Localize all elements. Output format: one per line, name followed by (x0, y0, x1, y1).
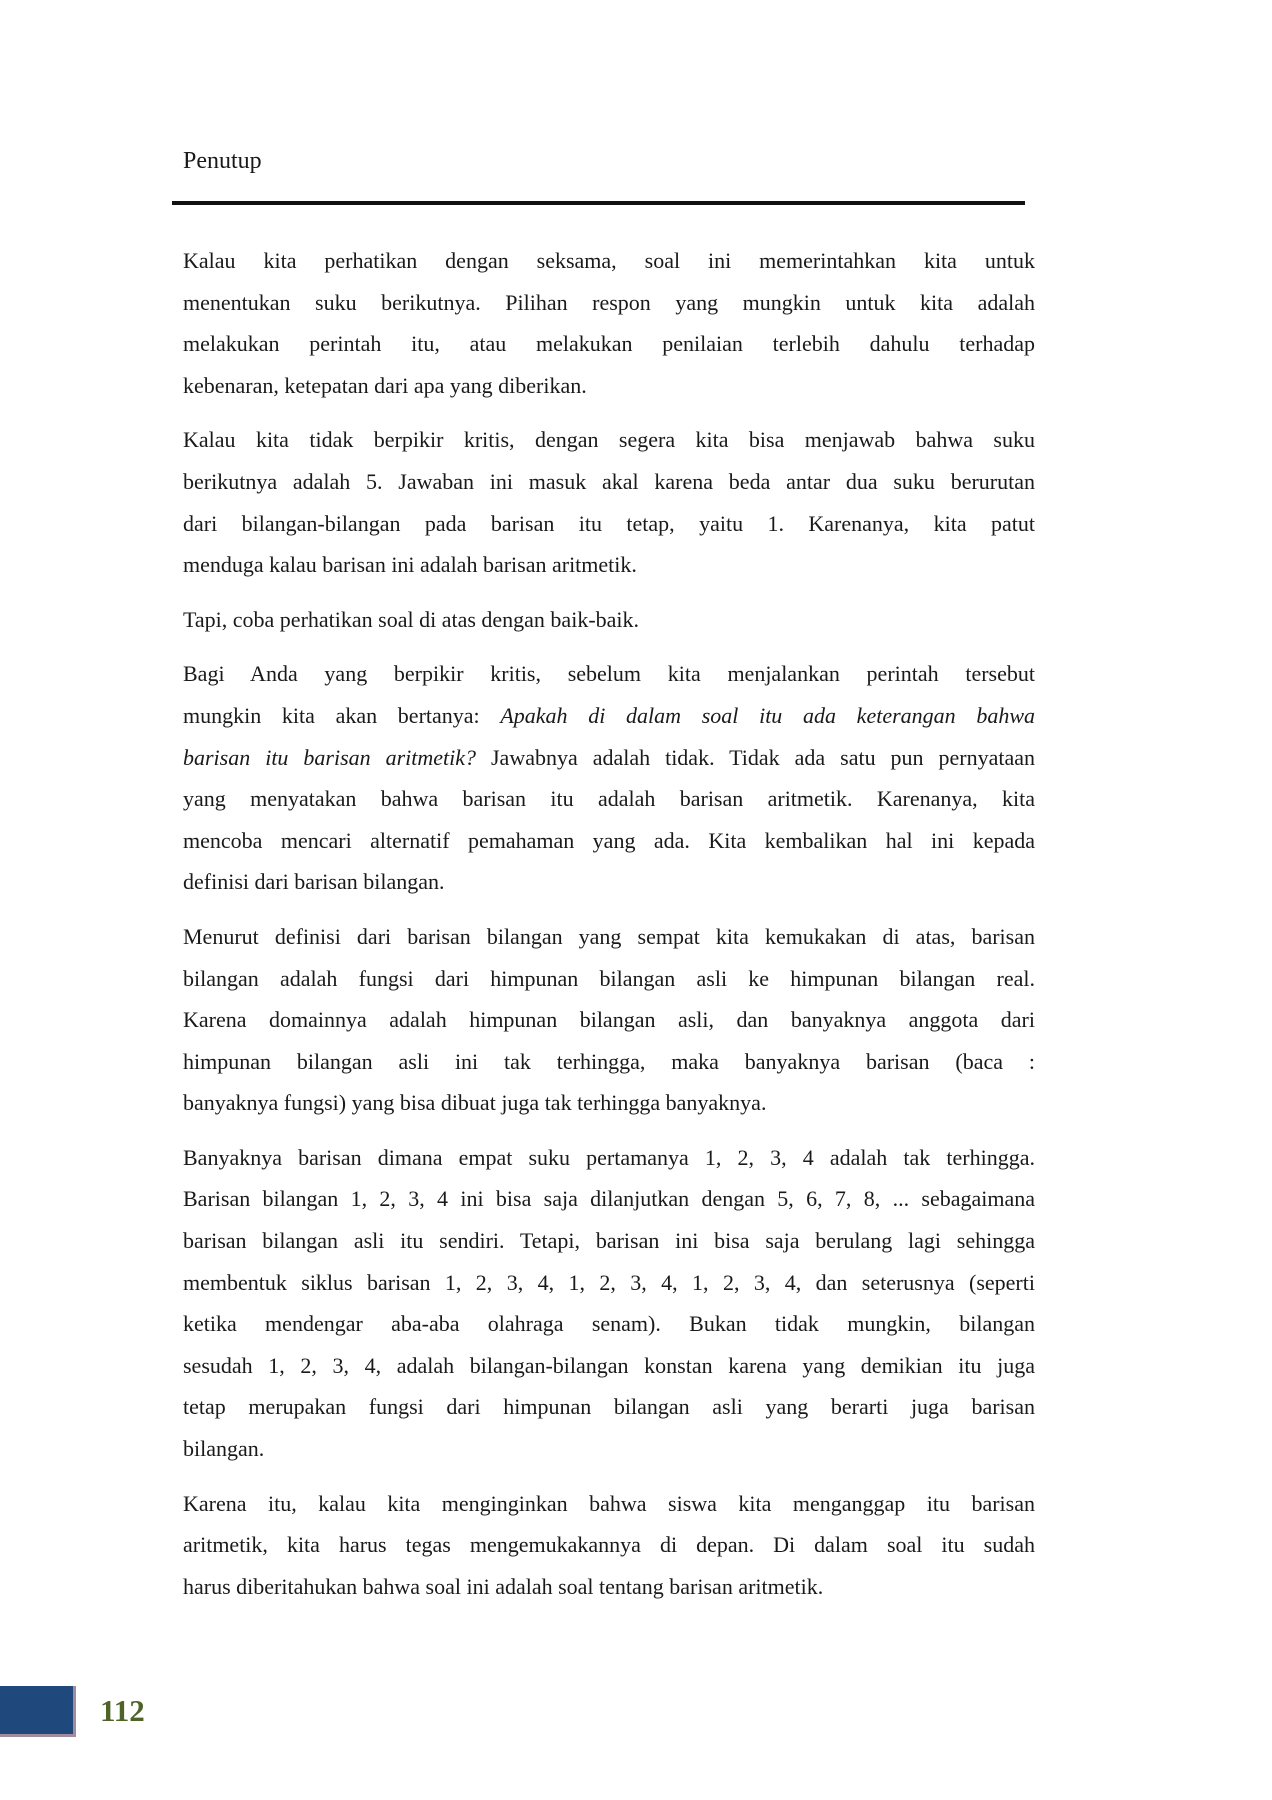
text-line (183, 861, 1035, 903)
paragraph (183, 240, 1035, 406)
text-line (183, 778, 1035, 820)
text-line (183, 503, 1035, 545)
text-line (183, 323, 1035, 365)
header-rule (172, 201, 1025, 205)
text-line (183, 916, 1035, 958)
text-segment: melakukan perintah itu, atau melakukan penilaian terlebih dahulu terhadap (183, 331, 1035, 357)
text-line (183, 599, 1035, 641)
text-segment: Kalau kita tidak berpikir kritis, dengan segera kita bisa menjawab bahwa suku (183, 427, 1035, 453)
text-segment: yang menyatakan bahwa barisan itu adalah barisan aritmetik. Karenanya, kita (183, 786, 1035, 812)
text-segment: mungkin kita akan bertanya: (183, 702, 501, 728)
text-line (183, 240, 1035, 282)
text-line (183, 1566, 1035, 1608)
text-segment: ketika mendengar aba-aba olahraga senam). Bukan tidak mungkin, bilangan (183, 1311, 1035, 1337)
text-line (183, 958, 1035, 1000)
text-line (183, 653, 1035, 695)
text-segment: Menurut definisi dari barisan bilangan yang sempat kita kemukakan di atas, barisan (183, 923, 1035, 949)
text-segment: bilangan. (183, 1436, 265, 1462)
text-segment: Tapi, coba perhatikan soal di atas dengan baik-baik. (183, 606, 640, 632)
text-segment: barisan bilangan asli itu sendiri. Tetapi, barisan ini bisa saja berulang lagi sehingga (183, 1228, 1035, 1254)
text-segment: aritmetik, kita harus tegas mengemukakannya di depan. Di dalam soal itu sudah (183, 1532, 1035, 1558)
text-segment: menduga kalau barisan ini adalah barisan aritmetik. (183, 552, 637, 578)
text-line (183, 737, 1035, 779)
paragraph (183, 599, 1035, 641)
text-line (183, 282, 1035, 324)
text-line (183, 1303, 1035, 1345)
text-segment: menentukan suku berikutnya. Pilihan respon yang mungkin untuk kita adalah (183, 289, 1035, 315)
text-line (183, 461, 1035, 503)
page-number: 112 (100, 1693, 145, 1728)
text-segment: Karena itu, kalau kita menginginkan bahwa siswa kita menganggap itu barisan (183, 1490, 1035, 1516)
italic-text: Apakah di dalam soal itu ada keterangan bahwa (500, 702, 1036, 728)
text-segment: Banyaknya barisan dimana empat suku pertamanya 1, 2, 3, 4 adalah tak terhingga. (183, 1144, 1035, 1170)
text-line (183, 1220, 1035, 1262)
text-segment: harus diberitahukan bahwa soal ini adalah soal tentang barisan aritmetik. (183, 1573, 824, 1599)
paragraph (183, 419, 1035, 585)
text-line (183, 1178, 1035, 1220)
text-segment: definisi dari barisan bilangan. (183, 869, 445, 895)
text-segment: Jawabnya adalah tidak. Tidak ada satu pun pernyataan (476, 744, 1036, 770)
text-segment: banyaknya fungsi) yang bisa dibuat juga tak terhingga banyaknya. (183, 1090, 767, 1116)
text-line (183, 1345, 1035, 1387)
text-line (183, 1386, 1035, 1428)
text-segment: membentuk siklus barisan 1, 2, 3, 4, 1, 2, 3, 4, 1, 2, 3, 4, dan seterusnya (seperti (183, 1269, 1035, 1295)
text-segment: sesudah 1, 2, 3, 4, adalah bilangan-bilangan konstan karena yang demikian itu juga (183, 1352, 1035, 1378)
italic-text: barisan itu barisan aritmetik? (183, 744, 477, 770)
text-line (183, 820, 1035, 862)
text-segment: kebenaran, ketepatan dari apa yang diberikan. (183, 372, 587, 398)
text-line (183, 365, 1035, 407)
paragraph (183, 653, 1035, 903)
text-segment: tetap merupakan fungsi dari himpunan bilangan asli yang berarti juga barisan (183, 1394, 1035, 1420)
text-line (183, 695, 1035, 737)
text-line (183, 999, 1035, 1041)
text-line (183, 1428, 1035, 1470)
text-line (183, 1137, 1035, 1179)
text-segment: Bagi Anda yang berpikir kritis, sebelum kita menjalankan perintah tersebut (183, 661, 1035, 687)
text-segment: Barisan bilangan 1, 2, 3, 4 ini bisa saja dilanjutkan dengan 5, 6, 7, 8, ... sebagaimana (183, 1186, 1035, 1212)
paragraph (183, 1137, 1035, 1470)
text-segment: Kalau kita perhatikan dengan seksama, soal ini memerintahkan kita untuk (183, 248, 1035, 273)
paragraph (183, 916, 1035, 1124)
text-segment: dari bilangan-bilangan pada barisan itu tetap, yaitu 1. Karenanya, kita patut (183, 510, 1035, 536)
text-line (183, 1082, 1035, 1124)
body-text (183, 240, 1035, 1620)
text-line (183, 419, 1035, 461)
text-line (183, 1041, 1035, 1083)
text-line (183, 1524, 1035, 1566)
running-header-title: Penutup (183, 148, 262, 174)
text-segment: mencoba mencari alternatif pemahaman yang ada. Kita kembalikan hal ini kepada (183, 827, 1035, 853)
text-line (183, 1483, 1035, 1525)
text-segment: himpunan bilangan asli ini tak terhingga, maka banyaknya barisan (baca : (183, 1048, 1035, 1074)
text-segment: berikutnya adalah 5. Jawaban ini masuk akal karena beda antar dua suku berurutan (183, 468, 1035, 494)
text-line (183, 544, 1035, 586)
text-segment: Karena domainnya adalah himpunan bilangan asli, dan banyaknya anggota dari (183, 1007, 1035, 1033)
text-segment: bilangan adalah fungsi dari himpunan bilangan asli ke himpunan bilangan real. (183, 965, 1035, 991)
text-line (183, 1262, 1035, 1304)
paragraph (183, 1483, 1035, 1608)
footer-color-block (0, 1686, 76, 1737)
